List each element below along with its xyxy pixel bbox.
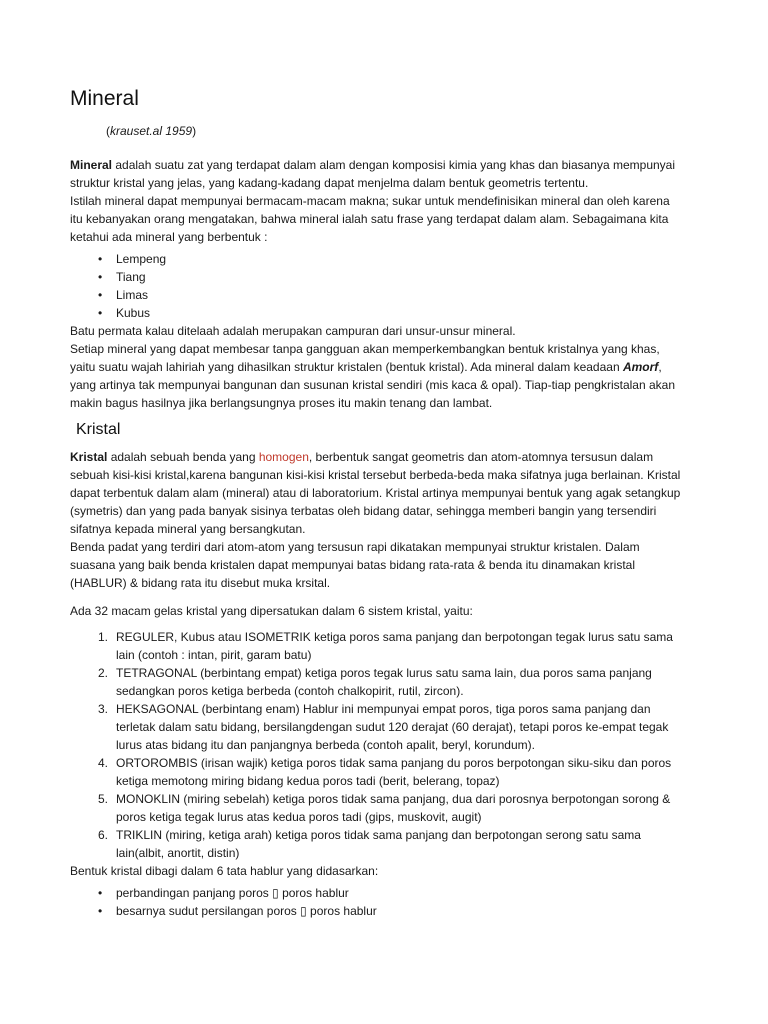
list-item xyxy=(70,664,700,700)
list-number: 3. xyxy=(98,702,109,716)
system-line: TETRAGONAL (berbintang empat) ketiga poros tegak lurus satu sama lain, dua poros sama panjang xyxy=(116,666,652,680)
kristal-line-5: sifatnya kepada mineral yang bersangkutan. xyxy=(70,522,306,536)
list-item: • Tiang xyxy=(70,268,700,286)
system-line: TRIKLIN (miring, ketiga arah) ketiga poros tidak sama panjang dan berpotongan serong satu sama xyxy=(116,828,641,842)
list-number: 6. xyxy=(98,828,109,842)
system-line: terletak dalam satu bidang, bersilangdengan sudut 120 derajat (60 derajat), tetapi poros ke-empat tegak xyxy=(116,720,669,734)
gemstone-line-2: Setiap mineral yang dapat membesar tanpa gangguan akan memperkembangkan bentuk kristalnya yang khas, xyxy=(70,342,660,356)
citation-open: ( xyxy=(106,124,110,138)
citation xyxy=(106,122,700,140)
kristal-line-4: (symetris) dan yang pada banyak sisinya terbatas oleh bidang datar, sehingga memberi bangin yang tersendiri xyxy=(70,504,657,518)
kristal-term: Kristal xyxy=(70,450,108,464)
system-line: ORTOROMBIS (irisan wajik) ketiga poros tidak sama panjang du poros berpotongan siku-siku dan poros xyxy=(116,756,672,770)
system-line: lain(albit, anortit, distin) xyxy=(116,846,240,860)
list-item: • besarnya sudut persilangan poros ▯ poros hablur xyxy=(70,902,700,920)
list-item xyxy=(70,628,700,664)
mineral-term: Mineral xyxy=(70,158,113,172)
kristal-paragraph xyxy=(70,448,700,592)
list-item: • Limas xyxy=(70,286,700,304)
mineral-line-1: adalah suatu zat yang terdapat dalam alam dengan komposisi kimia yang khas dan biasanya mempunyai xyxy=(112,158,676,172)
system-line: MONOKLIN (miring sebelah) ketiga poros tidak sama panjang, dua dari porosnya berpotongan sorong & xyxy=(116,792,671,806)
systems-intro: Ada 32 macam gelas kristal yang dipersatukan dalam 6 sistem kristal, yaitu: xyxy=(70,604,473,618)
basis-intro: Bentuk kristal dibagi dalam 6 tata hablur yang didasarkan: xyxy=(70,864,379,878)
list-item xyxy=(70,754,700,790)
citation-text: krauset.al 1959 xyxy=(110,124,193,138)
list-number: 4. xyxy=(98,756,109,770)
kristal-line-3: dapat terbentuk dalam alam (mineral) atau di laboratorium. Kristal artinya mempunyai bentuk yang agak setangkup xyxy=(70,486,681,500)
kristal-line-7: suasana yang baik benda kristalen dapat mempunyai batas bidang rata-rata & benda itu dinamakan kristal xyxy=(70,558,636,572)
list-item: • Kubus xyxy=(70,304,700,322)
gemstone-line-4: yang artinya tak mempunyai bangunan dan susunan kristal sendiri (mis kaca & opal). Tiap-tiap pengkristalan akan xyxy=(70,378,676,392)
mineral-line-4: itu kebanyakan orang mengatakan, bahwa mineral ialah satu frase yang terdapat dalam alam. Sebagaimana kita xyxy=(70,212,669,226)
citation-close: ) xyxy=(192,124,197,138)
list-item: • Lempeng xyxy=(70,250,700,268)
list-item xyxy=(70,826,700,862)
mineral-line-3: Istilah mineral dapat mempunyai bermacam-macam makna; sukar untuk mendefinisikan mineral dan oleh karena xyxy=(70,194,670,208)
amorf-term: Amorf xyxy=(622,360,659,374)
gemstone-line-1: Batu permata kalau ditelaah adalah merupakan campuran dari unsur-unsur mineral. xyxy=(70,324,516,338)
kristal-line-8: (HABLUR) & bidang rata itu disebut muka krsital. xyxy=(70,576,331,590)
list-number: 5. xyxy=(98,792,109,806)
crystal-systems-list xyxy=(70,628,700,862)
list-number: 1. xyxy=(98,630,109,644)
basis-list xyxy=(70,884,700,920)
page-title: Mineral xyxy=(70,87,139,110)
system-line: poros ketiga tegak lurus atas kedua poros tadi (gips, muskovit, augit) xyxy=(116,810,482,824)
kristal-line-2: sebuah kisi-kisi kristal,karena bangunan kisi-kisi kristal tersebut berbeda-beda maka sifatnya juga berlainan. Kristal xyxy=(70,468,681,482)
kristal-line-1-end: , berbentuk sangat geometris dan atom-atomnya tersusun dalam xyxy=(308,450,654,464)
list-item xyxy=(70,790,700,826)
mineral-line-5: ketahui ada mineral yang berbentuk : xyxy=(70,230,268,244)
list-item: • perbandingan panjang poros ▯ poros hablur xyxy=(70,884,700,902)
document-page xyxy=(70,86,700,920)
gemstone-line-3-end: , xyxy=(658,360,662,374)
kristal-line-6: Benda padat yang terdiri dari atom-atom yang tersusun rapi dikatakan mempunyai struktur kristalen. Dalam xyxy=(70,540,640,554)
mineral-paragraph xyxy=(70,156,700,246)
kristal-line-1: adalah sebuah benda yang xyxy=(107,450,259,464)
mineral-line-2: struktur kristal yang jelas, yang kadang-kadang dapat menjelma dalam bentuk geometris tertentu. xyxy=(70,176,589,190)
shapes-list xyxy=(70,250,700,322)
gemstone-line-5: makin bagus hasilnya jika berlangsungnya proses itu makin tenang dan lambat. xyxy=(70,396,493,410)
homogen-link[interactable]: homogen xyxy=(258,450,309,464)
system-line: lurus atas bidang itu dan panjangnya berbeda (contoh apalit, beryl, korundum). xyxy=(116,738,535,752)
system-line: ketiga memotong miring bidang kedua poros tadi (berit, belerang, topaz) xyxy=(116,774,500,788)
system-line: REGULER, Kubus atau ISOMETRIK ketiga poros sama panjang dan berpotongan tegak lurus satu sama xyxy=(116,630,673,644)
gemstone-line-3: yaitu suatu wajah lahiriah yang dihasilkan struktur kristalen (bentuk kristal). Ada mineral dalam keadaan xyxy=(70,360,623,374)
list-item xyxy=(70,700,700,754)
gemstone-paragraph xyxy=(70,322,700,412)
system-line: sedangkan poros ketiga berbeda (contoh chalkopirit, rutil, zircon). xyxy=(116,684,464,698)
system-line: HEKSAGONAL (berbintang enam) Hablur ini mempunyai empat poros, tiga poros sama panjang dan xyxy=(116,702,651,716)
system-line: lain (contoh : intan, pirit, garam batu) xyxy=(116,648,312,662)
kristal-heading: Kristal xyxy=(76,421,121,438)
list-number: 2. xyxy=(98,666,109,680)
